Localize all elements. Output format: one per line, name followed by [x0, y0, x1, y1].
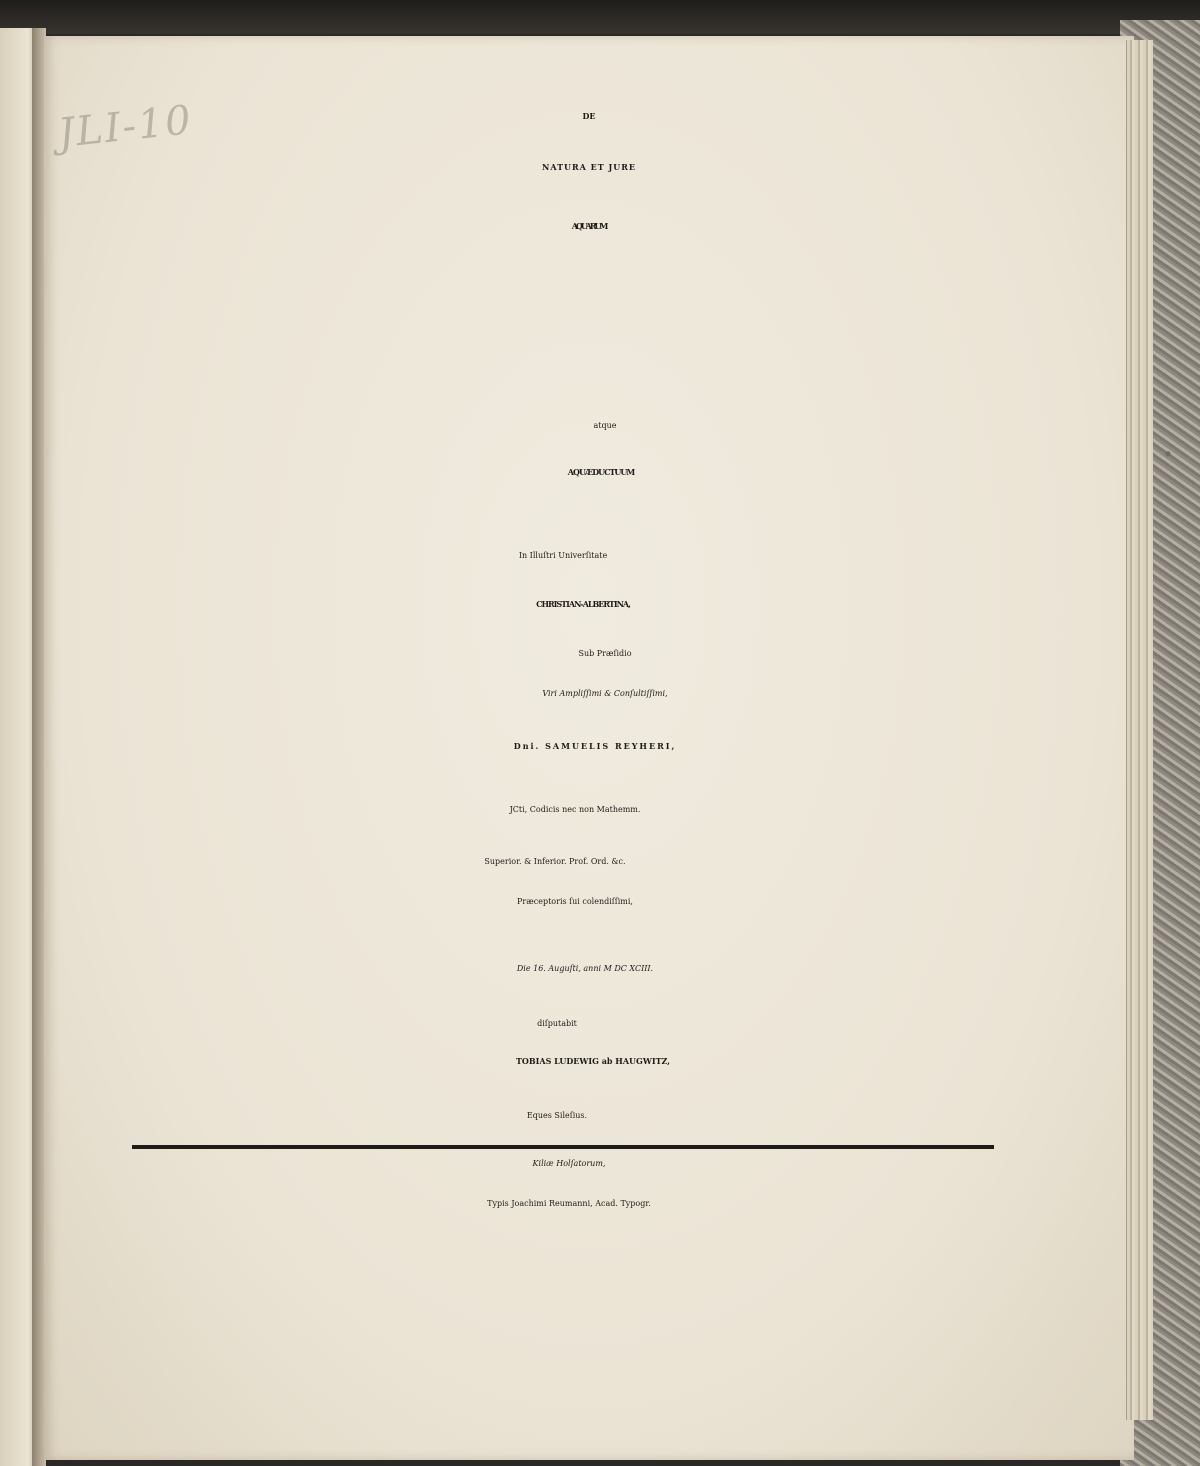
title-line-aquarum: AQUARUM	[571, 221, 607, 231]
praeceptor-line: Præceptoris ſui colendiſſimi,	[517, 897, 633, 906]
praeses-name: Dni. SAMUELIS REYHERI,	[513, 741, 677, 751]
scan-top-border	[0, 0, 1200, 34]
imprint-printer: Typis Joachimi Reumanni, Acad. Typogr.	[487, 1199, 651, 1208]
title-line-atque: atque	[593, 421, 617, 430]
praesidium-line: Sub Præſidio	[578, 649, 632, 658]
horizontal-rule	[132, 1145, 994, 1149]
respondent-name: TOBIAS LUDEWIG ab HAUGWITZ,	[515, 1056, 671, 1066]
university-line: In Illuſtri Univerſitate	[518, 551, 608, 560]
disputabit-line: diſputabit	[537, 1019, 577, 1028]
page-edges	[1126, 40, 1153, 1420]
title-line-aquaeductuum: AQUÆDUCTUUM	[567, 467, 635, 477]
honorific-line: Viri Ampliſſimi & Conſultiſſimi,	[542, 689, 668, 698]
handwritten-shelfmark: JLI-10	[55, 97, 195, 157]
praeses-title-line: JCti, Codicis nec non Mathemm.	[509, 805, 641, 814]
respondent-title: Eques Sileſius.	[526, 1111, 588, 1120]
date-line: Die 16. Auguſti, anni M DC XCIII.	[516, 964, 654, 973]
title-line-natura: NATURA ET JURE	[542, 162, 636, 172]
imprint-place: Kiliæ Holſatorum,	[532, 1159, 606, 1168]
praeses-professorship: Superior. & Inferior. Prof. Ord. &c.	[484, 857, 626, 866]
university-name: CHRISTIAN-ALBERTINA,	[536, 599, 630, 609]
title-line-de: DE	[582, 111, 596, 121]
